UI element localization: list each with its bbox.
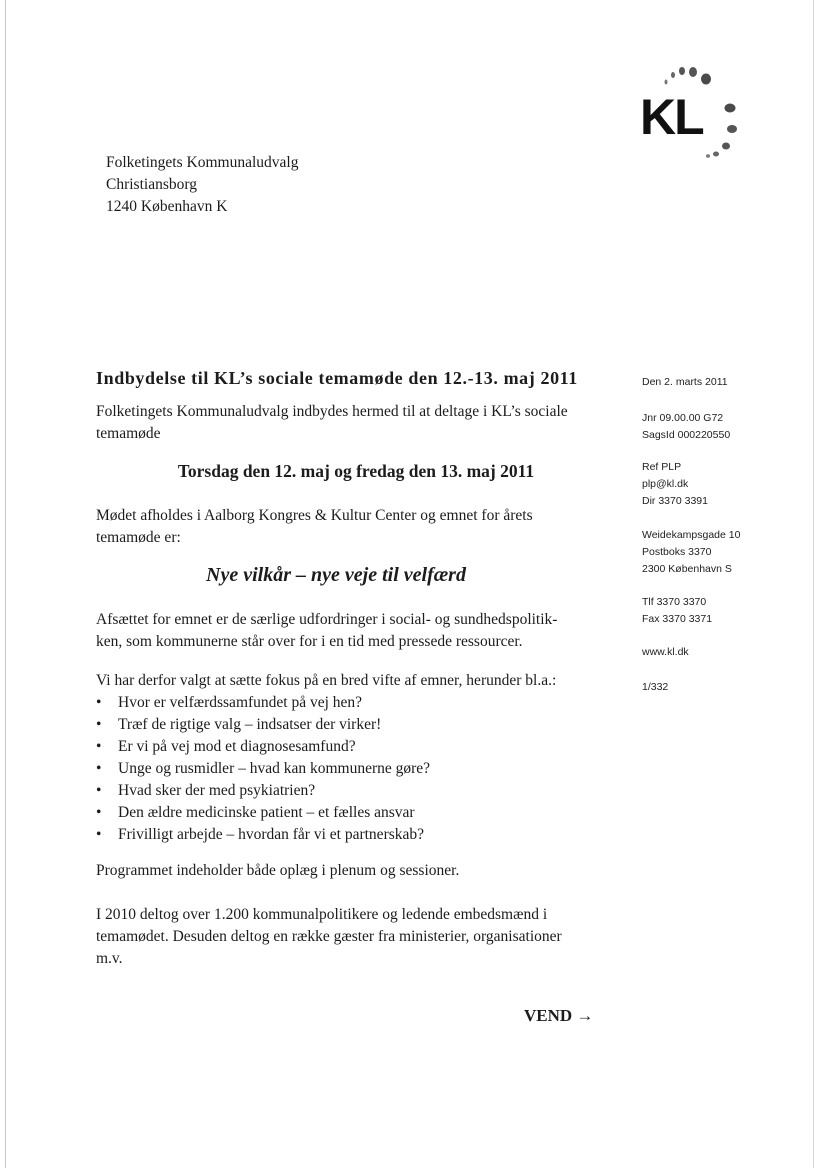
kl-logo-text: KL bbox=[640, 89, 703, 145]
attendance-line: m.v. bbox=[96, 950, 123, 967]
sidebar-web: www.kl.dk bbox=[642, 646, 689, 658]
attendance-line: temamødet. Desuden deltog en række gæster fra ministerier, organisationer bbox=[96, 928, 562, 945]
sidebar-postbox: Postboks 3370 bbox=[642, 546, 712, 558]
sidebar-dir: Dir 3370 3391 bbox=[642, 495, 708, 507]
topics-list bbox=[96, 692, 636, 846]
sidebar-jnr: Jnr 09.00.00 G72 bbox=[642, 412, 724, 424]
kl-logo bbox=[640, 62, 760, 162]
program-paragraph: Programmet indeholder både oplæg i plenum og sessioner. bbox=[96, 862, 460, 879]
sidebar-fax: Fax 3370 3371 bbox=[642, 613, 713, 625]
list-item: • Den ældre medicinske patient – et fælles ansvar bbox=[96, 802, 636, 824]
sidebar-email: plp@kl.dk bbox=[642, 478, 689, 490]
context-line: Afsættet for emnet er de særlige udfordringer i social- og sundhedspolitik- bbox=[96, 611, 558, 628]
venue-line: Mødet afholdes i Aalborg Kongres & Kultur Center og emnet for årets bbox=[96, 507, 533, 524]
intro-line: temamøde bbox=[96, 425, 161, 442]
topics-section bbox=[96, 670, 636, 846]
sidebar-page: 1/332 bbox=[642, 681, 669, 693]
list-item: • Træf de rigtige valg – indsatser der virker! bbox=[96, 714, 636, 736]
recipient-line: 1240 København K bbox=[106, 198, 228, 215]
event-theme: Nye vilkår – nye veje til velfærd bbox=[206, 564, 466, 586]
intro-paragraph bbox=[96, 401, 616, 445]
page-edge-left bbox=[5, 0, 6, 1168]
page-edge-right bbox=[813, 0, 814, 1168]
recipient-line: Folketingets Kommunaludvalg bbox=[106, 154, 299, 171]
list-item: • Frivilligt arbejde – hvordan får vi et partnerskab? bbox=[96, 824, 636, 846]
context-line: ken, som kommunerne står over for i en tid med pressede ressourcer. bbox=[96, 633, 523, 650]
list-item: • Hvor er velfærdssamfundet på vej hen? bbox=[96, 692, 636, 714]
sidebar-ref: Ref PLP bbox=[642, 461, 682, 473]
turn-over-note: VEND → bbox=[524, 1006, 594, 1025]
event-dates: Torsdag den 12. maj og fredag den 13. maj 2011 bbox=[177, 461, 535, 481]
venue-line: temamøde er: bbox=[96, 529, 181, 546]
recipient-address bbox=[106, 152, 298, 218]
topics-intro: Vi har derfor valgt at sætte fokus på en bred vifte af emner, herunder bl.a.: bbox=[96, 672, 557, 689]
sidebar-tlf: Tlf 3370 3370 bbox=[642, 596, 707, 608]
context-paragraph bbox=[96, 609, 616, 653]
list-item: • Er vi på vej mod et diagnosesamfund? bbox=[96, 736, 636, 758]
venue-paragraph bbox=[96, 505, 616, 549]
attendance-paragraph bbox=[96, 904, 636, 970]
sidebar-date: Den 2. marts 2011 bbox=[642, 376, 728, 388]
sidebar-sagsid: SagsId 000220550 bbox=[642, 429, 731, 441]
letter-heading: Indbydelse til KL’s sociale temamøde den 12.-13. maj 2011 bbox=[96, 368, 578, 388]
intro-line: Folketingets Kommunaludvalg indbydes hermed til at deltage i KL’s sociale bbox=[96, 403, 568, 420]
list-item: • Unge og rusmidler – hvad kan kommunerne gøre? bbox=[96, 758, 636, 780]
list-item: • Hvad sker der med psykiatrien? bbox=[96, 780, 636, 802]
sidebar-street: Weidekampsgade 10 bbox=[642, 529, 741, 541]
recipient-line: Christiansborg bbox=[106, 176, 197, 193]
sidebar-city: 2300 København S bbox=[642, 563, 732, 575]
attendance-line: I 2010 deltog over 1.200 kommunalpolitikere og ledende embedsmænd i bbox=[96, 906, 548, 923]
